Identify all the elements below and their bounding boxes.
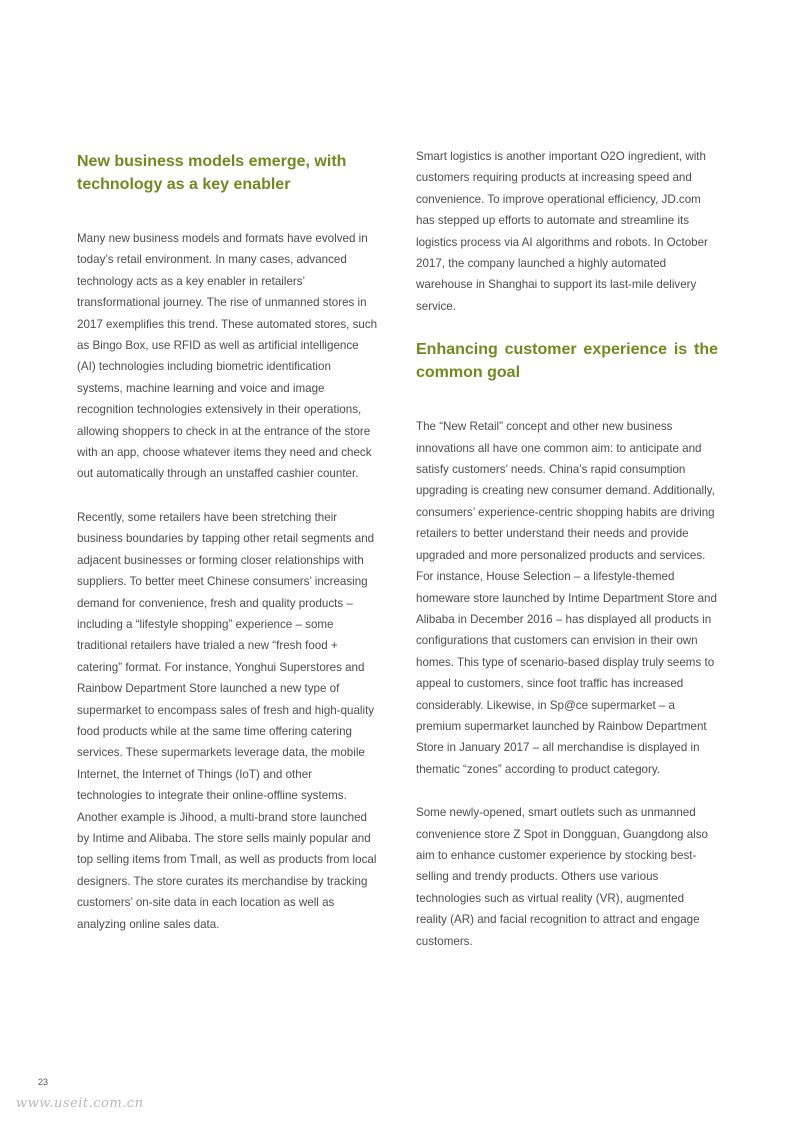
paragraph-smart-logistics: Smart logistics is another important O2O ingredient, with customers requiring products at increasing speed and convenience. To improve operational efficiency, JD.com has stepped up efforts to automate and streamline its logistics process via AI algorithms and robots. In October 2017, the company launched a highly automated warehouse in Shanghai to support its last-mile delivery service.: [416, 150, 708, 313]
paragraph-retail-boundaries: Recently, some retailers have been stretching their business boundaries by tapping other retail segments and adjacent businesses or forming closer relationships with suppliers. To better meet Chinese consumers’ increasing demand for convenience, fresh and quality products – including a “lifestyle shopping” experience – some traditional retailers have trialed a new “fresh food + catering” format. For instance, Yonghui Superstores and Rainbow Department Store launched a new type of supermarket to encompass sales of fresh and high-quality food products while at the same time offering catering services. These supermarkets leverage data, the mobile Internet, the Internet of Things (IoT) and other technologies to integrate their online-offline systems. Another example is Jihood, a multi-brand store launched by Intime and Alibaba. The store sells mainly popular and top selling items from Tmall, as well as products from local designers. The store curates its merchandise by tracking customers’ on-site data in each location as well as analyzing online sales data.: [77, 510, 377, 931]
section-heading-new-business-models: New business models emerge, with technology as a key enabler: [77, 153, 347, 193]
right-column: [416, 146, 718, 952]
left-column: [77, 150, 379, 935]
paragraph-smart-outlets: Some newly-opened, smart outlets such as unmanned convenience store Z Spot in Dongguan, Guangdong also aim to enhance customer experience by stocking best- selling and trendy products. Others use various technologies such as virtual reality (VR), augmented reality (AR) and facial recognition to attract and engage customers.: [416, 806, 708, 948]
watermark-text: www.useit.com.cn: [16, 1096, 144, 1111]
section-heading-customer-experience: Enhancing customer experience is the common goal: [416, 341, 718, 382]
paragraph-new-retail-concept: The “New Retail” concept and other new business innovations all have one common aim: to anticipate and satisfy customers’ needs. China’s rapid consumption upgrading is creating new consumer demand. Additionally, consumers’ experience-centric shopping habits are driving retailers to better understand their needs and provide upgraded and more personalized products and services. For instance, House Selection – a lifestyle-themed homeware store launched by Intime Department Store and Alibaba in December 2016 – has displayed all products in configurations that customers can envision in their own homes. This type of scenario-based display truly seems to appeal to customers, since foot traffic has increased considerably. Likewise, in Sp@ce supermarket – a premium supermarket launched by Rainbow Department Store in January 2017 – all merchandise is displayed in thematic “zones” according to product category.: [416, 420, 717, 776]
paragraph-unmanned-stores: Many new business models and formats have evolved in today’s retail environment. In many cases, advanced technology acts as a key enabler in retailers’ transformational journey. The rise of unmanned stores in 2017 exemplifies this trend. These automated stores, such as Bingo Box, use RFID as well as artificial intelligence (AI) technologies including biometric identification systems, machine learning and voice and image recognition technologies extensively in their operations, allowing shoppers to check in at the entrance of the store with an app, choose whatever items they need and check out automatically through an unstaffed cashier counter.: [77, 232, 378, 481]
page-number: 23: [38, 1077, 49, 1087]
